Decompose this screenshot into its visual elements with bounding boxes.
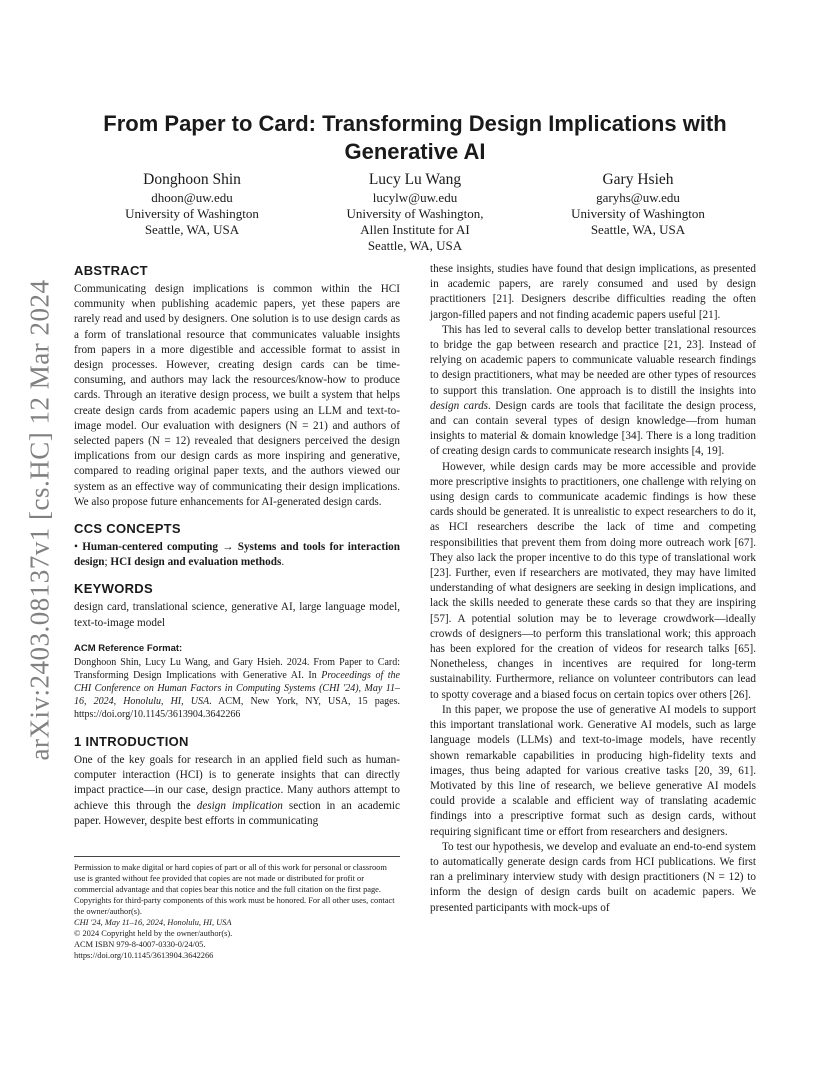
ccs-heading: CCS CONCEPTS [74, 521, 181, 537]
ccs-text: • Human-centered computing → Systems and tools for interaction design; HCI design and evaluation methods. [74, 541, 400, 569]
body-paragraph: This has led to several calls to develop better translational resources to bridge the gap between research and practice [21, 23]. Instead of relying on academic papers to communicate valuable research findings to design practitioners, what may be needed are other types of resources to support this translation. One approach is to distill the insights into design cards. Design cards are tools that facilitate the design process, and can contain several types of design knowledge—from human insights to material & domain knowledge [34]. There is a long tradition of creating design cards to communicate research insights [4, 19]. [430, 323, 757, 458]
author-email: garyhs@uw.edu [596, 190, 680, 205]
author-location: Seattle, WA, USA [590, 222, 686, 237]
copyright-line: © 2024 Copyright held by the owner/author(s). [74, 929, 233, 938]
author-name: Donghoon Shin [143, 171, 241, 188]
paper-title: From Paper to Card: Transforming Design Implications with Generative AI [103, 111, 727, 164]
reference-format-text: Donghoon Shin, Lucy Lu Wang, and Gary Hsieh. 2024. From Paper to Card: Transforming Design Implications with Generative AI. In Proceedings of the CHI Conference on Human Factors in Computing Systems (CHI '24), May 11–16, 2024, Honolulu, HI, USA. ACM, New York, NY, USA, 15 pages. https://doi.org/10.1145/3613904.3642266 [74, 657, 400, 721]
author-name: Gary Hsieh [602, 171, 674, 188]
isbn-line: ACM ISBN 979-8-4007-0330-0/24/05. [74, 940, 206, 949]
author-name: Lucy Lu Wang [368, 171, 462, 188]
permission-notice: Permission to make digital or hard copies of part or all of this work for personal or classroom use is granted without fee provided that copies are not made or distributed for profit or commercial advantage and that copies bear this notice and the full citation on the first page. Copyrights for third-party components of this work must be honored. For all other uses, contact the owner/author(s). [74, 863, 395, 916]
right-column [430, 262, 756, 916]
author-email: dhoon@uw.edu [151, 190, 233, 205]
body-paragraph: However, while design cards may be more accessible and provide more prescriptive insights to practitioners, one challenge with relying on using design cards to communicate academic findings is how these cards should be generated. It is unrealistic to expect researchers to do it, as HCI researchers describe the lack of time and competing responsibilities that prevent them from doing more outreach work [67]. They also lack the proper incentive to do this type of translational work [23]. Further, even if researchers are motivated, they may have limited understanding of what designers are seeking in design implications, and lack the skills needed to generate these cards so that they are inspiring [57]. A potential solution may be to leverage crowdwork—ideally crowds of designers—to perform this translational work; this approach has been explored for the creation of videos for research talks [65]. Nonetheless, changes in incentives are required for long-term sustainability. Furthermore, reliance on volunteer contributors can lead to spotty coverage and a biased focus on certain topics over others [26]. [430, 460, 756, 701]
body-paragraph: In this paper, we propose the use of generative AI models to support this important translational work. Generative AI models, such as large language models (LLMs) and text-to-image models, have recently shown remarkable capabilities in producing high-fidelity texts and images, thus being adapted for various creative tasks [20, 39, 61]. Motivated by this line of research, we believe generative AI models could provide a scalable and efficient way of translating academic findings into a prescriptive format such as design cards, without requiring significant time or effort from researchers and designers. [430, 703, 756, 838]
author-affiliation: University of Washington [125, 206, 259, 221]
author-location: Seattle, WA, USA [144, 222, 240, 237]
author-location: Seattle, WA, USA [367, 238, 463, 253]
venue-line: CHI '24, May 11–16, 2024, Honolulu, HI, USA [74, 918, 232, 927]
intro-heading: 1 INTRODUCTION [74, 734, 189, 750]
reference-format-heading: ACM Reference Format: [74, 642, 183, 654]
author-block [315, 170, 515, 254]
doi-line: https://doi.org/10.1145/3613904.3642266 [74, 951, 214, 960]
abstract-heading: ABSTRACT [74, 263, 148, 278]
arxiv-stamp: arXiv:2403.08137v1 [cs.HC] 12 Mar 2024 [24, 279, 55, 761]
body-paragraph: these insights, studies have found that design implications, as presented in academic papers, are rarely consumed and used by design practitioners [21]. Designers describe difficulties reading the often jargon-filled papers and not finding academic papers useful [21]. [430, 263, 756, 321]
intro-paragraph: One of the key goals for research in an applied field such as human-computer interaction (HCI) is to generate insights that can directly impact practice—in our case, design practice. Many authors attempt to achieve this through the design implication section in an academic paper. However, despite best efforts in communicating [74, 754, 401, 827]
author-affiliation: University of Washington, [346, 206, 484, 221]
author-block [100, 170, 284, 238]
left-column [74, 262, 400, 829]
author-block [546, 170, 730, 238]
abstract-text: Communicating design implications is common within the HCI community when publishing academic papers, yet these papers are rarely read and used by designers. One solution is to use design cards as a form of translational resource that communicates valuable insights from papers in a more digestible and accessible format to assist in design processes. However, creating design cards can be time-consuming, and authors may lack the resources/know-how to produce cards. Through an iterative design process, we built a system that helps create design cards from academic papers using an LLM and text-to-image model. Our evaluation with designers (N = 21) and authors of selected papers (N = 12) revealed that designers perceived the design implications from our design cards as more inspiring and generative, compared to reading original paper texts, and the authors viewed our system as an effective way of communicating their design implications. We also propose future enhancements for AI-generated design cards. [74, 283, 400, 508]
keywords-heading: KEYWORDS [74, 581, 153, 597]
author-email: lucylw@uw.edu [372, 190, 458, 205]
author-affiliation: University of Washington [571, 206, 705, 221]
keywords-text: design card, translational science, generative AI, large language model, text-to-image model [74, 601, 400, 629]
author-affiliation-2: Allen Institute for AI [360, 222, 470, 237]
body-paragraph: To test our hypothesis, we develop and evaluate an end-to-end system to automatically generate design cards from HCI publications. We first ran a preliminary interview study with design practitioners (N = 12) to inform the design of design cards built on academic papers. We presented participants with mock-ups of [430, 840, 756, 914]
copyright-footnote [74, 856, 400, 961]
